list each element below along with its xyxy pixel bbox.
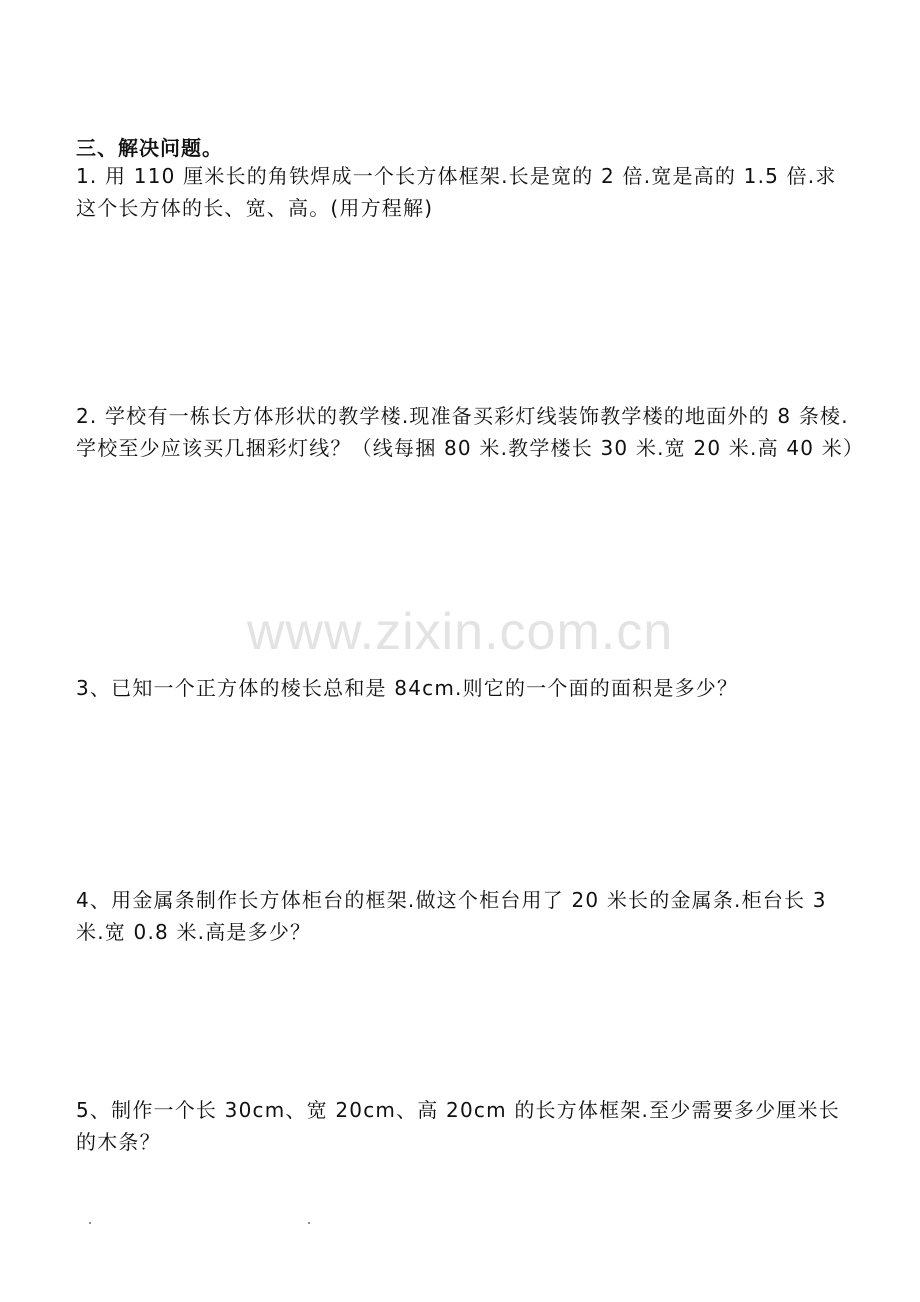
section-title: 三、解决问题。 [76,136,223,160]
problem-3: 3、已知一个正方体的棱长总和是 84cm.则它的一个面的面积是多少？ [76,676,739,700]
footer-dot [89,1222,91,1224]
problem-1: 1. 用 110 厘米长的角铁焊成一个长方体框架.长是宽的 2 倍.宽是高的 1.5 倍.求这个长方体的长、宽、高。(用方程解) [76,164,837,220]
problem-4: 4、用金属条制作长方体柜台的框架.做这个柜台用了 20 米长的金属条.柜台长 3 米.宽 0.8 米.高是多少？ [76,888,827,944]
problem-5: 5、制作一个长 30cm、宽 20cm、高 20cm 的长方体框架.至少需要多少厘米长的木条？ [76,1098,840,1154]
watermark: www.zixin.com.cn [246,603,674,661]
problem-2: 2. 学校有一栋长方体形状的教学楼.现准备买彩灯线装饰教学楼的地面外的 8 条棱.学校至少应该买几捆彩灯线？（线每捆 80 米.教学楼长 30 米.宽 20 米.高 40 米） [76,404,865,460]
footer-dot [308,1222,310,1224]
